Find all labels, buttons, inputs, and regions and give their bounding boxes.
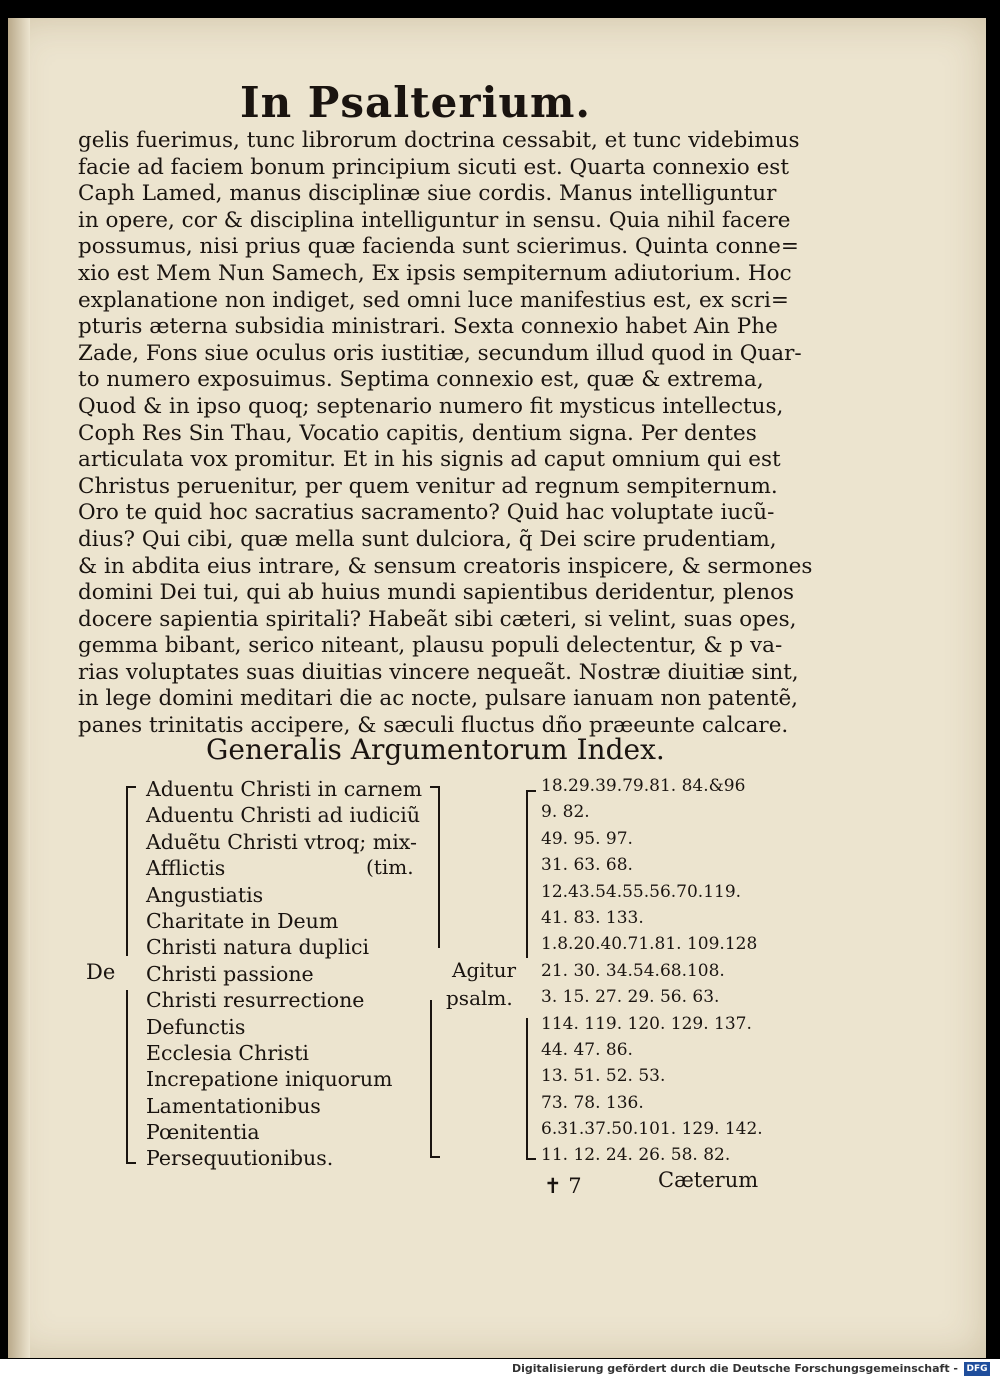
body-text-line: rias voluptates suas diuitias vincere nequeãt. Nostræ diuitiæ sint, [78, 659, 799, 685]
body-text-line: dius? Qui cibi, quæ mella sunt dulciora, q̃ Dei scire prudentiam, [78, 526, 777, 552]
index-psalm-numbers: 9. 82. [541, 802, 590, 823]
index-psalm-numbers: 3. 15. 27. 29. 56. 63. [541, 987, 720, 1008]
footer-credit: Digitalisierung gefördert durch die Deutsche Forschungsgemeinschaft - [511, 1362, 958, 1375]
index-topic: Pœnitentia [146, 1120, 260, 1145]
index-psalm-numbers: 6.31.37.50.101. 129. 142. [541, 1119, 763, 1140]
catchword: Cæterum [658, 1168, 759, 1192]
body-text-line: Christus peruenitur, per quem venitur ad regnum sempiternum. [78, 473, 778, 499]
index-topic: Charitate in Deum [146, 908, 339, 933]
body-text-line: to numero exposuimus. Septima connexio est, quæ & extrema, [78, 367, 764, 393]
left-brace-lower [126, 990, 136, 1164]
body-text-line: facie ad faciem bonum principium sicuti est. Quarta connexio est [78, 154, 789, 180]
body-text-line: gelis fuerimus, tunc librorum doctrina cessabit, et tunc videbimus [78, 128, 800, 153]
index-topic: Christi natura duplici [146, 935, 370, 960]
index-psalm-numbers: 114. 119. 120. 129. 137. [541, 1013, 752, 1034]
index-psalm-numbers: 73. 78. 136. [541, 1092, 644, 1113]
page-gutter-shadow [8, 18, 30, 1358]
right-brace [526, 790, 536, 958]
signature-mark: ✝ 7 [544, 1174, 582, 1198]
index-topic: Persequutionibus. [146, 1146, 334, 1171]
index-topic: Ecclesia Christi [146, 1040, 309, 1065]
body-text-line: Caph Lamed, manus disciplinæ siue cordis. Manus intelliguntur [78, 181, 777, 207]
index-psalm-numbers: 1.8.20.40.71.81. 109.128 [541, 934, 758, 955]
index-psalm-numbers: 44. 47. 86. [541, 1039, 633, 1060]
left-brace [126, 786, 136, 956]
index-topic: Angustiatis [146, 882, 264, 907]
index-topic: Lamentationibus [146, 1093, 321, 1118]
body-text-line: in lege domini meditari die ac nocte, pulsare ianuam non patentẽ, [78, 686, 799, 712]
index-numbers-column [541, 773, 763, 1169]
index-psalm-numbers: 12.43.54.55.56.70.119. [541, 881, 742, 902]
index-topic: Aduentu Christi ad iudiciũ [146, 803, 421, 828]
body-text-line: & in abdita eius intrare, & sensum creatoris inspicere, & sermones [78, 553, 813, 579]
index-topic: Christi passione [146, 961, 314, 986]
index-topic: Aduẽtu Christi vtroq; mix- [146, 829, 417, 854]
dfg-logo: DFG [964, 1362, 990, 1376]
body-text-line: Oro te quid hoc sacratius sacramento? Quid hac voluptate iucũ- [78, 500, 775, 526]
index-psalm-numbers: 31. 63. 68. [541, 855, 633, 876]
body-text-line: Quod & in ipso quoq; septenario numero fit mysticus intellectus, [78, 393, 784, 419]
index-psalm-numbers: 11. 12. 24. 26. 58. 82. [541, 1145, 731, 1166]
index-topic: Defunctis [146, 1014, 246, 1039]
index-agitur-label: Agitur [452, 958, 517, 982]
right-brace-lower [526, 1018, 536, 1160]
body-text-line: xio est Mem Nun Samech, Ex ipsis sempiternum adiutorium. Hoc [78, 260, 792, 286]
index-psalm-numbers: 13. 51. 52. 53. [541, 1066, 666, 1087]
index-topic: Increpatione iniquorum [146, 1067, 393, 1092]
body-text-line: pturis æterna subsidia ministrari. Sexta connexio habet Ain Phe [78, 314, 778, 340]
body-text-line: explanatione non indiget, sed omni luce manifestius est, ex scri= [78, 287, 789, 313]
middle-brace [430, 786, 440, 948]
index-tim-label: (tim. [366, 855, 414, 879]
body-text [78, 128, 813, 740]
index-psalm-numbers: 49. 95. 97. [541, 828, 633, 849]
middle-brace-lower [430, 1000, 440, 1158]
index-psalm-numbers: 21. 30. 34.54.68.108. [541, 960, 725, 981]
body-text-line: docere sapientia spiritali? Habeãt sibi cæteri, si velint, suas opes, [78, 606, 797, 632]
index-topics-column [146, 776, 422, 1172]
index-de-label: De [86, 960, 116, 984]
index-psalm-numbers: 18.29.39.79.81. 84.&96 [541, 776, 746, 796]
index-title: Generalis Argumentorum Index. [206, 733, 665, 766]
body-text-line: Zade, Fons siue oculus oris iustitiæ, secundum illud quod in Quar- [78, 340, 802, 366]
index-psalm-numbers: 41. 83. 133. [541, 907, 644, 928]
body-text-line: possumus, nisi prius quæ facienda sunt scierimus. Quinta conne= [78, 234, 799, 260]
index-topic: Christi resurrectione [146, 988, 365, 1013]
body-text-line: gemma bibant, serico niteant, plausu populi delectentur, & p va- [78, 633, 783, 659]
body-text-line: in opere, cor & disciplina intelliguntur in sensu. Quia nihil facere [78, 207, 791, 233]
page-title: In Psalterium. [240, 78, 592, 127]
index-topic: Afflictis [146, 856, 226, 881]
body-text-line: Coph Res Sin Thau, Vocatio capitis, dentium signa. Per dentes [78, 420, 757, 446]
index-topic: Aduentu Christi in carnem [146, 777, 423, 801]
index-psalm-label: psalm. [446, 986, 513, 1010]
body-text-line: panes trinitatis accipere, & sæculi fluctus dño præeunte calcare. [78, 713, 789, 739]
body-text-line: domini Dei tui, qui ab huius mundi sapientibus deridentur, plenos [78, 580, 795, 606]
body-text-line: articulata vox promitur. Et in his signis ad caput omnium qui est [78, 447, 781, 473]
